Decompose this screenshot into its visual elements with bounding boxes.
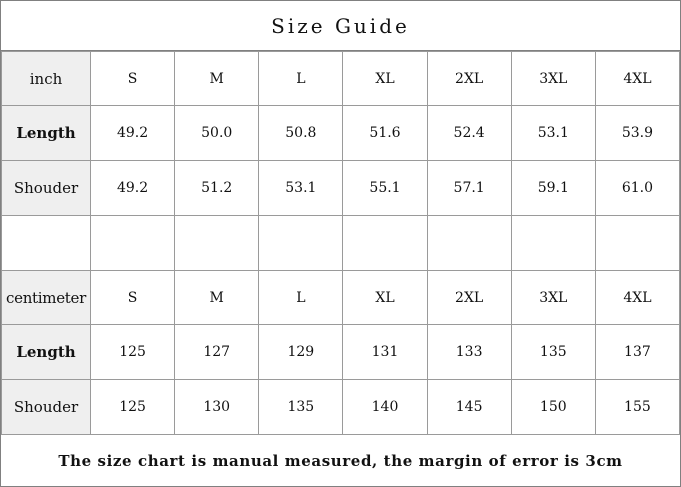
- cell-shouder-cm-m: 130: [175, 380, 259, 435]
- spacer-cell: [427, 216, 511, 271]
- column-header-cm-3xl: 3XL: [511, 271, 595, 325]
- row-label-length-inch: Length: [2, 106, 91, 161]
- column-header-m: M: [175, 52, 259, 106]
- row-label-shouder-inch: Shouder: [2, 161, 91, 216]
- cell-length-cm-m: 127: [175, 325, 259, 380]
- column-header-cm-l: L: [259, 271, 343, 325]
- cell-length-cm-4xl: 137: [595, 325, 679, 380]
- column-header-cm-xl: XL: [343, 271, 427, 325]
- spacer-cell: [343, 216, 427, 271]
- cell-shouder-cm-xl: 140: [343, 380, 427, 435]
- cell-length-inch-xl: 51.6: [343, 106, 427, 161]
- cell-length-inch-2xl: 52.4: [427, 106, 511, 161]
- title-bar: [1, 1, 680, 51]
- spacer-cell: [91, 216, 175, 271]
- table-row: [2, 106, 680, 161]
- column-header-2xl: 2XL: [427, 52, 511, 106]
- column-header-4xl: 4XL: [595, 52, 679, 106]
- size-table: [1, 51, 680, 435]
- column-header-xl: XL: [343, 52, 427, 106]
- page-title: Size Guide: [271, 13, 410, 38]
- spacer-cell-unit: [2, 216, 91, 271]
- row-label-shouder-cm: Shouder: [2, 380, 91, 435]
- footer-note-bar: [1, 435, 680, 486]
- cell-shouder-inch-4xl: 61.0: [595, 161, 679, 216]
- cell-shouder-cm-l: 135: [259, 380, 343, 435]
- cell-shouder-inch-xl: 55.1: [343, 161, 427, 216]
- cell-shouder-inch-2xl: 57.1: [427, 161, 511, 216]
- spacer-cell: [175, 216, 259, 271]
- spacer-cell: [259, 216, 343, 271]
- cell-length-inch-3xl: 53.1: [511, 106, 595, 161]
- cell-length-cm-l: 129: [259, 325, 343, 380]
- cell-length-cm-s: 125: [91, 325, 175, 380]
- cell-length-cm-xl: 131: [343, 325, 427, 380]
- cell-shouder-cm-s: 125: [91, 380, 175, 435]
- table-row: [2, 161, 680, 216]
- cell-shouder-inch-m: 51.2: [175, 161, 259, 216]
- table-row-cm-header: [2, 271, 680, 325]
- unit-label-centimeter: centimeter: [2, 271, 91, 325]
- footer-note: The size chart is manual measured, the margin of error is 3cm: [58, 451, 623, 470]
- column-header-s: S: [91, 52, 175, 106]
- unit-label-inch: inch: [2, 52, 91, 106]
- row-label-length-cm: Length: [2, 325, 91, 380]
- column-header-l: L: [259, 52, 343, 106]
- cell-length-cm-2xl: 133: [427, 325, 511, 380]
- table-row-inch-header: [2, 52, 680, 106]
- cell-shouder-cm-3xl: 150: [511, 380, 595, 435]
- cell-shouder-inch-s: 49.2: [91, 161, 175, 216]
- cell-length-cm-3xl: 135: [511, 325, 595, 380]
- table-row-spacer: [2, 216, 680, 271]
- cell-length-inch-m: 50.0: [175, 106, 259, 161]
- cell-shouder-cm-4xl: 155: [595, 380, 679, 435]
- cell-length-inch-l: 50.8: [259, 106, 343, 161]
- cell-length-inch-s: 49.2: [91, 106, 175, 161]
- size-table-wrapper: [1, 51, 680, 435]
- cell-shouder-inch-3xl: 59.1: [511, 161, 595, 216]
- column-header-cm-2xl: 2XL: [427, 271, 511, 325]
- column-header-3xl: 3XL: [511, 52, 595, 106]
- spacer-cell: [595, 216, 679, 271]
- spacer-cell: [511, 216, 595, 271]
- cell-shouder-cm-2xl: 145: [427, 380, 511, 435]
- cell-shouder-inch-l: 53.1: [259, 161, 343, 216]
- table-row: [2, 325, 680, 380]
- column-header-cm-m: M: [175, 271, 259, 325]
- cell-length-inch-4xl: 53.9: [595, 106, 679, 161]
- column-header-cm-4xl: 4XL: [595, 271, 679, 325]
- column-header-cm-s: S: [91, 271, 175, 325]
- table-row: [2, 380, 680, 435]
